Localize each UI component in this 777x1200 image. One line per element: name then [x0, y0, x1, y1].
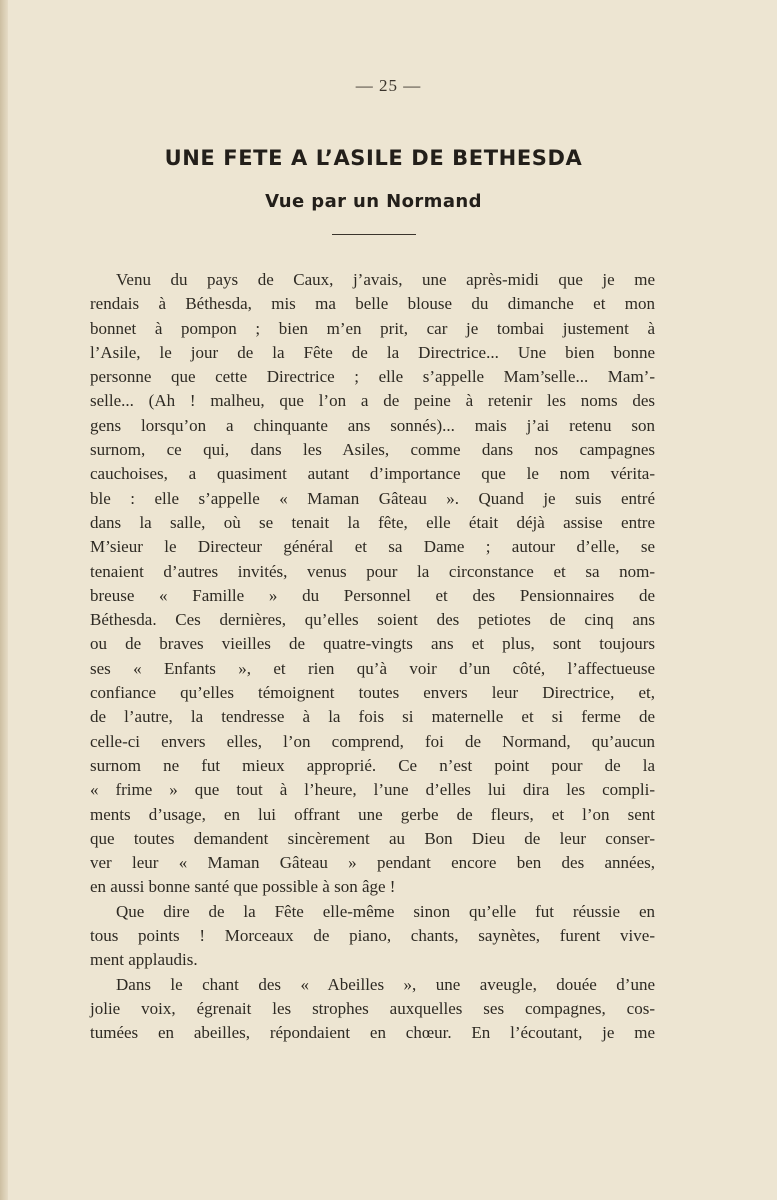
text-line: gens lorsqu’on a chinquante ans sonnés)... mais j’ai retenu son — [90, 415, 655, 435]
text-line: confiance qu’elles témoignent toutes envers leur Directrice, et, — [90, 683, 655, 703]
paragraph — [90, 900, 655, 973]
text-line: M’sieur le Directeur général et sa Dame ; autour d’elle, se — [90, 537, 655, 557]
text-line: Venu du pays de Caux, j’avais, une après-midi que je me — [116, 270, 655, 289]
text-line: tenaient d’autres invités, venus pour la circonstance et sa nom- — [90, 561, 655, 581]
text-line: de l’autre, la tendresse à la fois si maternelle et si ferme de — [90, 707, 655, 727]
text-line: Que dire de la Fête elle-même sinon qu’elle fut réussie en — [116, 901, 655, 921]
page-edge-shadow — [0, 0, 8, 1200]
text-line: surnom ne fut mieux approprié. Ce n’est point pour de la — [90, 755, 655, 775]
text-line: l’Asile, le jour de la Fête de la Directrice... Une bien bonne — [90, 342, 655, 362]
text-line: bonnet à pompon ; bien m’en prit, car je tombai justement à — [90, 318, 655, 338]
text-line: tous points ! Morceaux de piano, chants, saynètes, furent vive- — [90, 926, 655, 946]
text-line: Béthesda. Ces dernières, qu’elles soient des petiotes de cinq ans — [90, 610, 655, 630]
text-line: ses « Enfants », et rien qu’à voir d’un côté, l’affectueuse — [90, 658, 655, 678]
article-subtitle: Vue par un Normand — [265, 191, 482, 212]
text-line: selle... (Ah ! malheu, que l’on a de peine à retenir les noms des — [90, 391, 655, 411]
text-line: surnom, ce qui, dans les Asiles, comme dans nos campagnes — [90, 440, 655, 460]
text-line: personne que cette Directrice ; elle s’appelle Mam’selle... Mam’- — [90, 367, 655, 387]
article-title: UNE FETE A L’ASILE DE BETHESDA — [164, 146, 583, 170]
text-line: ments d’usage, en lui offrant une gerbe de fleurs, et l’on sent — [90, 804, 655, 824]
text-line: dans la salle, où se tenait la fête, elle était déjà assise entre — [90, 512, 655, 532]
text-line: cauchoises, a quasiment autant d’importance que le nom vérita- — [90, 464, 655, 484]
text-line: ou de braves vieilles de quatre-vingts ans et plus, sont toujours — [90, 634, 655, 654]
article-body — [90, 268, 655, 1046]
text-line: celle-ci envers elles, l’on comprend, foi de Normand, qu’aucun — [90, 731, 655, 751]
text-line: tumées en abeilles, répondaient en chœur. En l’écoutant, je me — [90, 1023, 655, 1043]
text-line: ble : elle s’appelle « Maman Gâteau ». Quand je suis entré — [90, 488, 655, 508]
text-line: que toutes demandent sincèrement au Bon Dieu de leur conser- — [90, 828, 655, 848]
text-line: ment applaudis. — [90, 950, 198, 970]
text-line: breuse « Famille » du Personnel et des Pensionnaires de — [90, 585, 655, 605]
title-divider — [332, 234, 416, 235]
text-line: « frime » que tout à l’heure, l’une d’elles lui dira les compli- — [90, 780, 655, 800]
text-line: jolie voix, égrenait les strophes auxquelles ses compagnes, cos- — [90, 998, 655, 1018]
paragraph — [90, 973, 655, 1046]
text-line: en aussi bonne santé que possible à son âge ! — [90, 877, 396, 897]
text-line: Dans le chant des « Abeilles », une aveugle, douée d’une — [116, 974, 655, 994]
text-line: ver leur « Maman Gâteau » pendant encore ben des années, — [90, 853, 655, 873]
paragraph — [90, 268, 655, 900]
text-line: rendais à Béthesda, mis ma belle blouse du dimanche et mon — [90, 294, 655, 314]
page-number: — 25 — — [355, 76, 422, 95]
